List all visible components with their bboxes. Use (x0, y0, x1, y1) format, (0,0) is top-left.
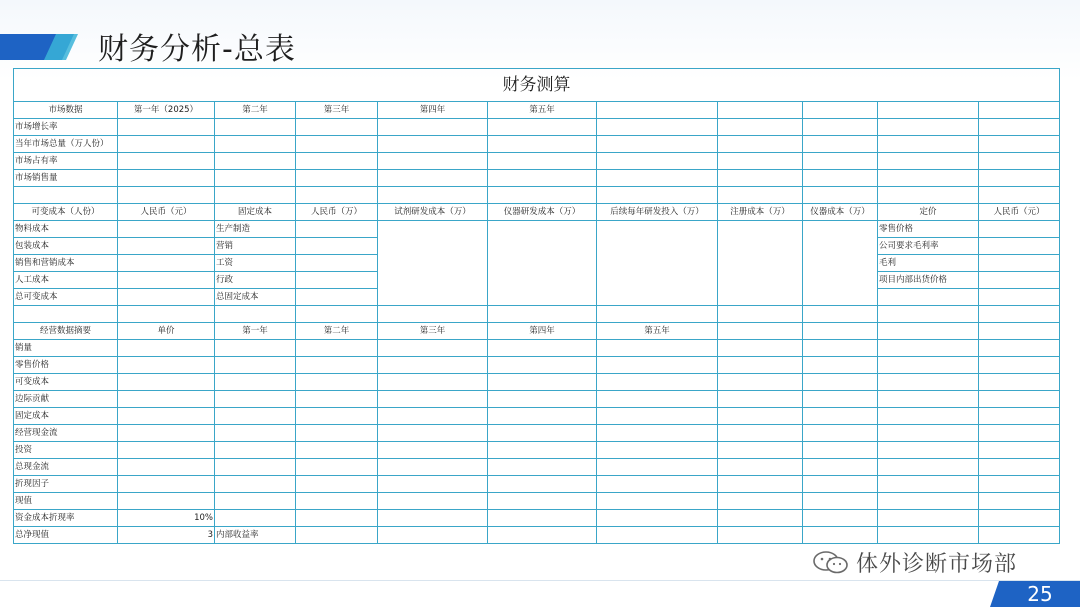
table-cell (488, 306, 597, 323)
table-cell (14, 306, 118, 323)
table-cell (979, 527, 1060, 544)
ops-header-cell: 第一年 (215, 323, 296, 340)
table-cell (597, 459, 718, 476)
table-cell (488, 187, 597, 204)
table-cell (803, 102, 878, 119)
table-cell (718, 102, 803, 119)
table-cell (597, 442, 718, 459)
market-header-cell: 第一年（2025） (118, 102, 215, 119)
table-cell (118, 136, 215, 153)
table-cell (597, 187, 718, 204)
table-cell (378, 442, 488, 459)
table-cell (378, 425, 488, 442)
table-cell (803, 459, 878, 476)
table-cell (118, 408, 215, 425)
table-cell (803, 476, 878, 493)
table-cell (878, 493, 979, 510)
table-cell (718, 459, 803, 476)
table-cell (979, 476, 1060, 493)
market-header-cell: 第四年 (378, 102, 488, 119)
table-cell (296, 442, 378, 459)
table-cell (118, 476, 215, 493)
table-cell (718, 425, 803, 442)
table-cell (803, 408, 878, 425)
table-cell (118, 306, 215, 323)
table-cell (296, 527, 378, 544)
table-cell (979, 153, 1060, 170)
table-cell (378, 119, 488, 136)
table-cell (488, 493, 597, 510)
table-cell (215, 306, 296, 323)
table-cell (718, 323, 803, 340)
table-cell (878, 357, 979, 374)
table-cell (378, 153, 488, 170)
table-cell (979, 119, 1060, 136)
table-cell (803, 340, 878, 357)
table-cell (488, 527, 597, 544)
cost-header-cell: 仪器研发成本（万） (488, 204, 597, 221)
market-row-label: 市场销售量 (14, 170, 118, 187)
table-cell (878, 374, 979, 391)
table-cell (488, 374, 597, 391)
table-cell (718, 221, 803, 306)
cost-header-cell: 定价 (878, 204, 979, 221)
table-cell (118, 119, 215, 136)
table-cell (378, 391, 488, 408)
table-cell (488, 119, 597, 136)
table-cell (215, 374, 296, 391)
table-cell (979, 408, 1060, 425)
table-cell (118, 153, 215, 170)
table-cell (215, 170, 296, 187)
table-cell (718, 527, 803, 544)
table-cell (296, 289, 378, 306)
table-cell (878, 442, 979, 459)
table-cell (296, 238, 378, 255)
table-cell (296, 357, 378, 374)
table-cell (215, 408, 296, 425)
market-header-cell: 第二年 (215, 102, 296, 119)
table-cell (215, 510, 296, 527)
table-cell (296, 255, 378, 272)
table-cell (803, 493, 878, 510)
table-cell (378, 374, 488, 391)
table-cell (979, 170, 1060, 187)
variable-cost-label: 总可变成本 (14, 289, 118, 306)
table-cell (718, 374, 803, 391)
table-cell (488, 459, 597, 476)
table-cell (878, 170, 979, 187)
variable-cost-label: 人工成本 (14, 272, 118, 289)
cost-header-cell: 可变成本（人份） (14, 204, 118, 221)
table-cell (296, 187, 378, 204)
table-cell (597, 340, 718, 357)
table-cell (597, 425, 718, 442)
table-cell (488, 221, 597, 306)
ops-header-cell: 第四年 (488, 323, 597, 340)
page-number: 25 (1027, 582, 1053, 606)
table-cell (803, 374, 878, 391)
pricing-label: 零售价格 (878, 221, 979, 238)
table-cell (215, 459, 296, 476)
table-cell (215, 493, 296, 510)
watermark-text: 体外诊断市场部 (856, 551, 1018, 577)
table-cell (488, 425, 597, 442)
cost-header-cell: 固定成本 (215, 204, 296, 221)
finance-table (13, 68, 1060, 544)
table-cell (215, 391, 296, 408)
table-cell (718, 408, 803, 425)
wechat-icon (812, 550, 850, 574)
table-cell (597, 374, 718, 391)
cost-header-cell: 人民币（万） (296, 204, 378, 221)
cost-header-cell: 人民币（元） (979, 204, 1060, 221)
table-cell (979, 102, 1060, 119)
table-cell (979, 289, 1060, 306)
table-cell (979, 442, 1060, 459)
table-cell (878, 391, 979, 408)
ops-header-cell: 第五年 (597, 323, 718, 340)
finance-table-container (13, 68, 1059, 550)
ops-row-label: 资金成本折现率 (14, 510, 118, 527)
table-cell (878, 102, 979, 119)
table-cell (296, 340, 378, 357)
table-cell (878, 136, 979, 153)
ops-header-cell: 第三年 (378, 323, 488, 340)
table-cell (378, 493, 488, 510)
market-row-label: 当年市场总量（万人份） (14, 136, 118, 153)
table-cell (296, 391, 378, 408)
table-cell (488, 340, 597, 357)
brand-stripe-icon (0, 34, 78, 60)
cost-header-cell: 仪器成本（万） (803, 204, 878, 221)
table-cell (803, 306, 878, 323)
table-cell (378, 306, 488, 323)
table-cell (878, 289, 979, 306)
market-header-cell: 第五年 (488, 102, 597, 119)
table-cell (718, 510, 803, 527)
table-cell (296, 170, 378, 187)
ops-row-label: 现值 (14, 493, 118, 510)
table-cell (378, 510, 488, 527)
table-cell (979, 510, 1060, 527)
ops-row-label: 零售价格 (14, 357, 118, 374)
table-cell (296, 408, 378, 425)
table-cell (979, 255, 1060, 272)
table-cell (597, 510, 718, 527)
ops-row-label: 固定成本 (14, 408, 118, 425)
fixed-cost-label: 总固定成本 (215, 289, 296, 306)
table-cell (803, 170, 878, 187)
table-cell (718, 153, 803, 170)
table-cell (597, 153, 718, 170)
table-cell (718, 442, 803, 459)
ops-header-cell: 单价 (118, 323, 215, 340)
table-cell (118, 221, 215, 238)
irr-label: 内部收益率 (215, 527, 296, 544)
table-cell (718, 476, 803, 493)
table-cell (215, 187, 296, 204)
fixed-cost-label: 生产制造 (215, 221, 296, 238)
table-cell (803, 425, 878, 442)
table-cell (803, 357, 878, 374)
table-cell (597, 170, 718, 187)
table-cell (378, 221, 488, 306)
table-cell (878, 527, 979, 544)
table-cell (979, 323, 1060, 340)
slide-title: 财务分析-总表 (98, 32, 296, 67)
table-cell (296, 459, 378, 476)
table-cell (215, 119, 296, 136)
table-cell (803, 323, 878, 340)
table-cell (14, 187, 118, 204)
cost-header-cell: 人民币（元） (118, 204, 215, 221)
discount-rate-value: 10% (118, 510, 215, 527)
table-cell (488, 357, 597, 374)
footer-divider (0, 580, 1080, 581)
table-cell (118, 391, 215, 408)
table-cell (488, 442, 597, 459)
table-cell (378, 357, 488, 374)
table-cell (488, 408, 597, 425)
table-cell (296, 119, 378, 136)
table-cell (296, 493, 378, 510)
table-cell (597, 221, 718, 306)
table-cell (118, 493, 215, 510)
table-cell (718, 136, 803, 153)
table-cell (979, 136, 1060, 153)
table-cell (718, 306, 803, 323)
table-cell (803, 221, 878, 306)
market-header-cell: 市场数据 (14, 102, 118, 119)
table-cell (979, 187, 1060, 204)
table-cell (296, 272, 378, 289)
table-cell (979, 238, 1060, 255)
ops-header-cell: 经营数据摘要 (14, 323, 118, 340)
ops-row-label: 总现金流 (14, 459, 118, 476)
ops-row-label: 折现因子 (14, 476, 118, 493)
table-cell (718, 340, 803, 357)
table-cell (803, 119, 878, 136)
fixed-cost-label: 行政 (215, 272, 296, 289)
table-cell (296, 306, 378, 323)
pricing-label: 公司要求毛利率 (878, 238, 979, 255)
market-row-label: 市场占有率 (14, 153, 118, 170)
table-cell (378, 187, 488, 204)
table-cell (296, 136, 378, 153)
table-cell (296, 153, 378, 170)
table-cell (878, 119, 979, 136)
npv-value: 3 (118, 527, 215, 544)
market-row-label: 市场增长率 (14, 119, 118, 136)
table-cell (878, 510, 979, 527)
table-cell (378, 340, 488, 357)
table-cell (488, 170, 597, 187)
table-cell (296, 476, 378, 493)
table-cell (118, 187, 215, 204)
table-cell (718, 357, 803, 374)
table-cell (718, 119, 803, 136)
table-cell (979, 357, 1060, 374)
ops-row-label: 经营现金流 (14, 425, 118, 442)
table-cell (597, 136, 718, 153)
table-cell (378, 408, 488, 425)
variable-cost-label: 包装成本 (14, 238, 118, 255)
table-cell (118, 238, 215, 255)
watermark (812, 547, 1017, 577)
table-cell (718, 391, 803, 408)
cost-header-cell: 注册成本（万） (718, 204, 803, 221)
pricing-label: 项目内部出货价格 (878, 272, 979, 289)
table-cell (803, 153, 878, 170)
table-cell (979, 340, 1060, 357)
fixed-cost-label: 营销 (215, 238, 296, 255)
table-cell (878, 153, 979, 170)
table-cell (118, 357, 215, 374)
variable-cost-label: 物料成本 (14, 221, 118, 238)
table-cell (118, 272, 215, 289)
table-cell (597, 476, 718, 493)
table-cell (878, 323, 979, 340)
table-cell (296, 425, 378, 442)
variable-cost-label: 销售和营销成本 (14, 255, 118, 272)
table-cell (803, 510, 878, 527)
fixed-cost-label: 工资 (215, 255, 296, 272)
table-cell (296, 374, 378, 391)
table-cell (296, 510, 378, 527)
market-header-cell: 第三年 (296, 102, 378, 119)
table-cell (215, 357, 296, 374)
table-cell (378, 136, 488, 153)
table-cell (979, 391, 1060, 408)
cost-header-cell: 试剂研发成本（万） (378, 204, 488, 221)
table-cell (215, 136, 296, 153)
table-cell (979, 306, 1060, 323)
table-cell (597, 493, 718, 510)
table-cell (118, 374, 215, 391)
cost-header-cell: 后续每年研发投入（万） (597, 204, 718, 221)
table-title: 财务测算 (14, 69, 1060, 102)
table-cell (118, 425, 215, 442)
table-cell (597, 357, 718, 374)
table-cell (118, 289, 215, 306)
table-cell (378, 170, 488, 187)
ops-header-cell: 第二年 (296, 323, 378, 340)
table-cell (488, 153, 597, 170)
table-cell (878, 476, 979, 493)
table-cell (118, 170, 215, 187)
table-cell (597, 119, 718, 136)
table-cell (803, 187, 878, 204)
table-cell (118, 442, 215, 459)
table-cell (878, 340, 979, 357)
table-cell (803, 527, 878, 544)
table-cell (878, 425, 979, 442)
table-cell (296, 221, 378, 238)
table-cell (488, 136, 597, 153)
table-cell (597, 408, 718, 425)
table-cell (718, 187, 803, 204)
table-cell (718, 170, 803, 187)
table-cell (878, 408, 979, 425)
table-cell (979, 272, 1060, 289)
table-cell (803, 442, 878, 459)
table-cell (215, 425, 296, 442)
table-cell (979, 425, 1060, 442)
table-cell (378, 527, 488, 544)
ops-row-label: 投资 (14, 442, 118, 459)
ops-row-label: 销量 (14, 340, 118, 357)
ops-row-label: 可变成本 (14, 374, 118, 391)
table-cell (597, 527, 718, 544)
table-cell (215, 442, 296, 459)
table-cell (803, 391, 878, 408)
table-cell (597, 102, 718, 119)
table-cell (597, 306, 718, 323)
table-cell (979, 493, 1060, 510)
table-cell (118, 340, 215, 357)
table-cell (488, 391, 597, 408)
table-cell (215, 340, 296, 357)
table-cell (803, 136, 878, 153)
ops-row-label: 边际贡献 (14, 391, 118, 408)
table-cell (118, 459, 215, 476)
table-cell (718, 493, 803, 510)
table-cell (215, 153, 296, 170)
table-cell (378, 459, 488, 476)
table-cell (597, 391, 718, 408)
table-cell (215, 476, 296, 493)
table-cell (979, 221, 1060, 238)
table-cell (488, 476, 597, 493)
table-cell (878, 187, 979, 204)
table-cell (979, 459, 1060, 476)
table-cell (378, 476, 488, 493)
table-cell (878, 459, 979, 476)
table-cell (878, 306, 979, 323)
table-cell (118, 255, 215, 272)
ops-row-label: 总净现值 (14, 527, 118, 544)
pricing-label: 毛利 (878, 255, 979, 272)
table-cell (488, 510, 597, 527)
table-cell (979, 374, 1060, 391)
